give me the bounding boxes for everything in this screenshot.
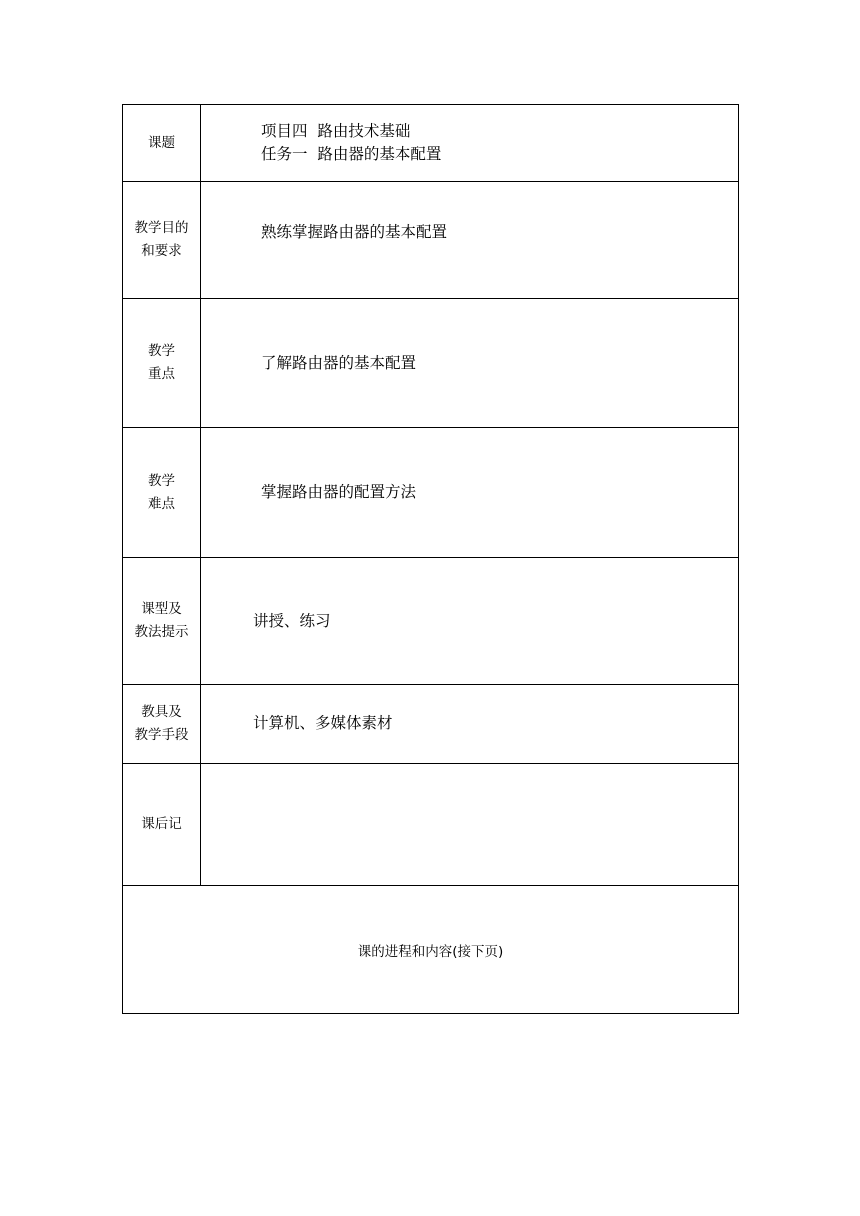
label-line: 课题 <box>148 134 175 151</box>
label-line: 课后记 <box>141 816 182 832</box>
row-difficulties <box>123 428 739 558</box>
row-reflection <box>123 764 739 886</box>
label-reflection <box>123 764 201 886</box>
row-methods <box>123 558 739 685</box>
label-line: 和要求 <box>141 243 182 259</box>
label-line: 教法提示 <box>134 624 189 640</box>
label-line: 课型及 <box>141 601 182 617</box>
footer-cell <box>123 886 739 1014</box>
content-line: 计算机、多媒体素材 <box>253 713 393 732</box>
row-topic <box>123 105 739 182</box>
content-objectives <box>201 182 739 299</box>
content-line: 了解路由器的基本配置 <box>261 353 417 372</box>
footer-text: 课的进程和内容(接下页) <box>357 943 504 960</box>
content-topic <box>201 105 739 182</box>
content-difficulties <box>201 428 739 558</box>
label-line: 教学 <box>148 343 175 359</box>
row-footer <box>123 886 739 1014</box>
label-line: 教学手段 <box>134 727 189 743</box>
label-line: 教学目的 <box>134 220 189 236</box>
label-key-points <box>123 299 201 428</box>
row-key-points <box>123 299 739 428</box>
label-tools <box>123 685 201 764</box>
label-topic <box>123 105 201 182</box>
label-difficulties <box>123 428 201 558</box>
label-line: 教学 <box>148 472 175 489</box>
content-line: 项目四 路由技术基础 <box>261 122 411 140</box>
content-key-points <box>201 299 739 428</box>
content-line: 任务一 路由器的基本配置 <box>261 145 442 163</box>
label-objectives <box>123 182 201 299</box>
content-line: 讲授、练习 <box>253 611 331 630</box>
content-line: 掌握路由器的配置方法 <box>261 483 417 501</box>
row-tools <box>123 685 739 764</box>
content-methods <box>201 558 739 685</box>
lesson-plan-table <box>122 104 739 1014</box>
label-line: 教具及 <box>141 704 182 720</box>
content-line: 熟练掌握路由器的基本配置 <box>261 222 448 241</box>
label-line: 重点 <box>148 366 175 382</box>
content-reflection <box>201 764 739 886</box>
label-methods <box>123 558 201 685</box>
label-line: 难点 <box>148 495 175 512</box>
content-tools <box>201 685 739 764</box>
row-objectives <box>123 182 739 299</box>
